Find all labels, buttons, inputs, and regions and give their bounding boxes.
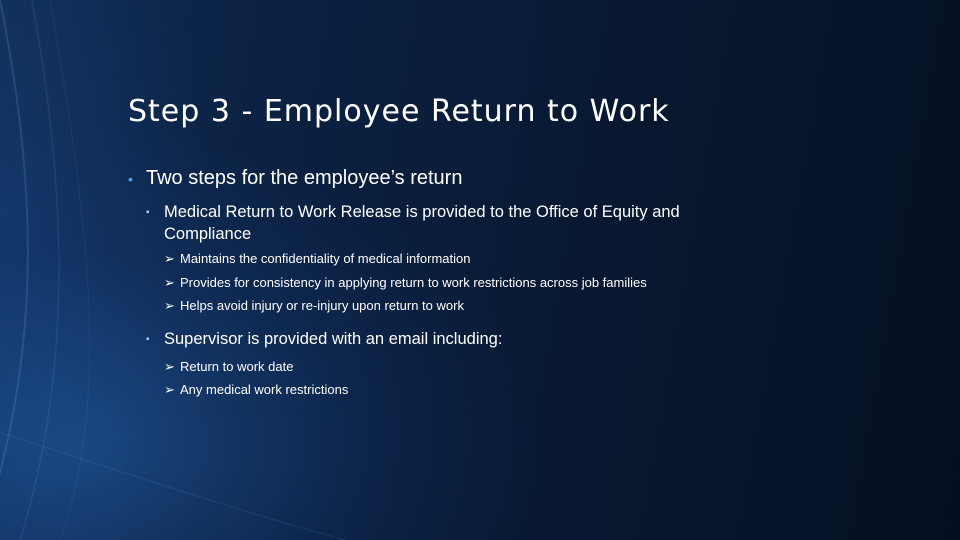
sub-sub-bullet-text: Maintains the confidentiality of medical information [180, 251, 471, 266]
sub-sub-bullet-list [128, 355, 788, 402]
sub-sub-bullet-text: Return to work date [180, 358, 294, 374]
bullet-dot-icon: • [128, 171, 133, 187]
slide-body [128, 164, 788, 402]
sub-sub-bullet-item [164, 247, 788, 271]
sub-sub-bullet-item [164, 271, 788, 295]
sub-sub-bullet-list [128, 247, 788, 318]
sub-sub-bullet-text: Helps avoid injury or re-injury upon return to work [180, 298, 464, 313]
sub-sub-bullet-item [164, 378, 788, 402]
slide-title: Step 3 - Employee Return to Work [128, 94, 670, 129]
sub-sub-bullet-text: Provides for consistency in applying return to work restrictions across job families [180, 274, 647, 290]
sub-bullet-item [146, 201, 788, 245]
sub-sub-bullet-item [164, 294, 788, 318]
arrow-bullet-icon: ➢ [164, 382, 175, 397]
bullet-item [128, 164, 788, 193]
arrow-bullet-icon: ➢ [164, 298, 175, 313]
bullet-text: Two steps for the employee’s return [146, 167, 463, 189]
arrow-bullet-icon: ➢ [164, 274, 175, 290]
sub-bullet-item [146, 328, 788, 353]
square-bullet-icon: ▪ [146, 333, 150, 345]
arrow-bullet-icon: ➢ [164, 358, 175, 374]
sub-bullet-text: Supervisor is provided with an email including: [164, 329, 503, 348]
square-bullet-icon: ▪ [146, 207, 150, 218]
sub-sub-bullet-item [164, 355, 788, 379]
arrow-bullet-icon: ➢ [164, 251, 175, 266]
sub-bullet-text: Medical Return to Work Release is provided to the Office of Equity and Compliance [164, 203, 680, 243]
sub-sub-bullet-text: Any medical work restrictions [180, 382, 349, 397]
